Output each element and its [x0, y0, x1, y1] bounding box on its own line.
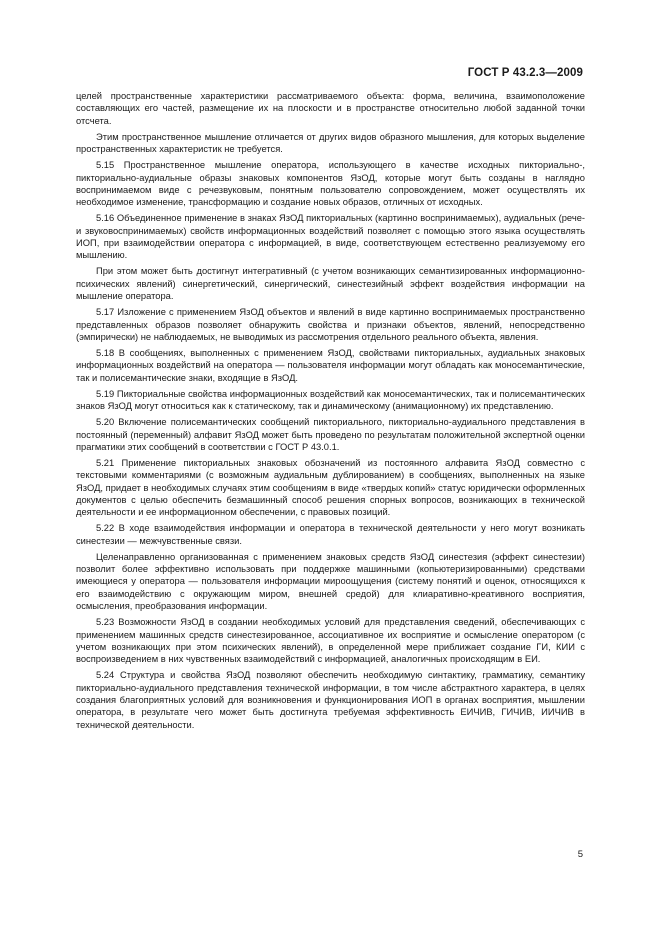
paragraph-integrative-effect: При этом может быть достигнут интегративный (с учетом возникающих семантизированных информационно-психических явлений) синергетический, синергический, синестезийный эффект воздействия информации на мышление оператора.: [76, 266, 585, 302]
standard-code-header: ГОСТ Р 43.2.3—2009: [467, 67, 583, 79]
paragraph-spatial-thinking: Этим пространственное мышление отличается от других видов образного мышления, для которых выделение пространственных характеристик не требуется.: [76, 131, 585, 155]
clause-5-22: 5.22 В ходе взаимодействия информации и оператора в технической деятельности у него могут возникать синестезии — межчувственные связи.: [76, 523, 585, 546]
clause-5-19: 5.19 Пикториальные свойства информационных воздействий как моносемантических, так и полисемантических знаков ЯзОД могут относиться как к статическому, так и динамическому (анимационному) их представлению.: [76, 388, 585, 412]
clause-5-20: 5.20 Включение полисемантических сообщений пикториального, пикториально-аудиального представления в постоянный (переменный) алфавит ЯзОД может быть проведено по результатам положительной экспертной оценки прагматики этих сообщений в соответствии с ГОСТ Р 43.0.1.: [76, 417, 585, 452]
body-text: [76, 90, 585, 735]
clause-5-18: 5.18 В сообщениях, выполненных с применением ЯзОД, свойствами пикториальных, аудиальных знаковых информационных воздействий на оператора — пользователя информации могут обладать как моносемантические, так и полисемантические знаки, входящие в ЯзОД.: [76, 347, 585, 383]
clause-5-24: 5.24 Структура и свойства ЯзОД позволяют обеспечить необходимую синтактику, грамматику, семантику пикториально-аудиального представления технической информации, в том числе абстрактного характера, в целях создания благоприятных условий для возникновения и функционирования ИОП в органах восприятия, мышлении оператора, в результате чего может быть достигнута требуемая эффективность ЕИЧИВ, ГИЧИВ, ИИЧИВ в технической деятельности.: [76, 670, 585, 730]
paragraph-continuation: целей пространственные характеристики рассматриваемого объекта: форма, величина, взаимоположение составляющих его частей, размещение их на плоскости и в пространстве относительно любой заданной точки отсчета.: [76, 91, 585, 126]
clause-5-23: 5.23 Возможности ЯзОД в создании необходимых условий для представления сведений, обеспечивающих с применением машинных средств синестезированное, ассоциативное их восприятие и осмысление оператором (с учетом возникающих при этом психических явлений), в определенной мере приближает создание ГИ, КИИ с воспроизведением в них чувственных взаимодействий с информацией, аналогичных происходящим в ЕИ.: [76, 617, 585, 665]
clause-5-16: 5.16 Объединенное применение в знаках ЯзОД пикториальных (картинно воспринимаемых), аудиальных (рече- и звуковоспринимаемых) свойств информационных воздействий позволяет с помощью этого языка осуществлять ИОП, при взаимодействии оператора с информацией, в виде, соответствующем естественно реализуемому его мышлению.: [76, 213, 585, 261]
paragraph-synesthesia: Целенаправленно организованная с применением знаковых средств ЯзОД синестезия (эффект синестезии) позволит более эффективно использовать при поддержке машинными (копьютеризированными) средствами имеющиеся у оператора — пользователя информации мироощущения (систему понятий и оценок, относящихся к его взаимодействию с окружающим миром, внешней средой) для клиаративно-креативного восприятия, осмысления, преобразования информации.: [76, 551, 585, 612]
page-number: 5: [577, 849, 583, 860]
clause-5-21: 5.21 Применение пикториальных знаковых обозначений из постоянного алфавита ЯзОД совместно с текстовыми комментариями (с возможным аудиальным дублированием) в сообщениях, выполненных на языке ЯзОД, придает в необходимых случаях этим сообщениям в виде «твердых копий» статус юридически оформленных документов с целью обеспечить безмашинный способ решения спорных вопросов, возникающих в технической деятельности и ее информационном обеспечении, с правовых позиций.: [76, 458, 585, 518]
clause-5-17: 5.17 Изложение с применением ЯзОД объектов и явлений в виде картинно воспринимаемых пространственно представленных образов позволяет обнаружить свойства и признаки объектов, явлений, непосредственно (эмпирически) не наблюдаемых, не выводимых из рассмотрения отдельного реального объекта, явления.: [76, 307, 585, 342]
clause-5-15: 5.15 Пространственное мышление оператора, использующего в качестве исходных пикториально-, пикториально-аудиальные образы знаковых компонентов ЯзОД, которые могут быть созданы в наглядно воспринимаемом виде с речезвуковым, понятным пользователю сопровождением, может осуществлять их необходимое изменение, трансформацию и создание новых образов, отличных от исходных.: [76, 160, 585, 208]
